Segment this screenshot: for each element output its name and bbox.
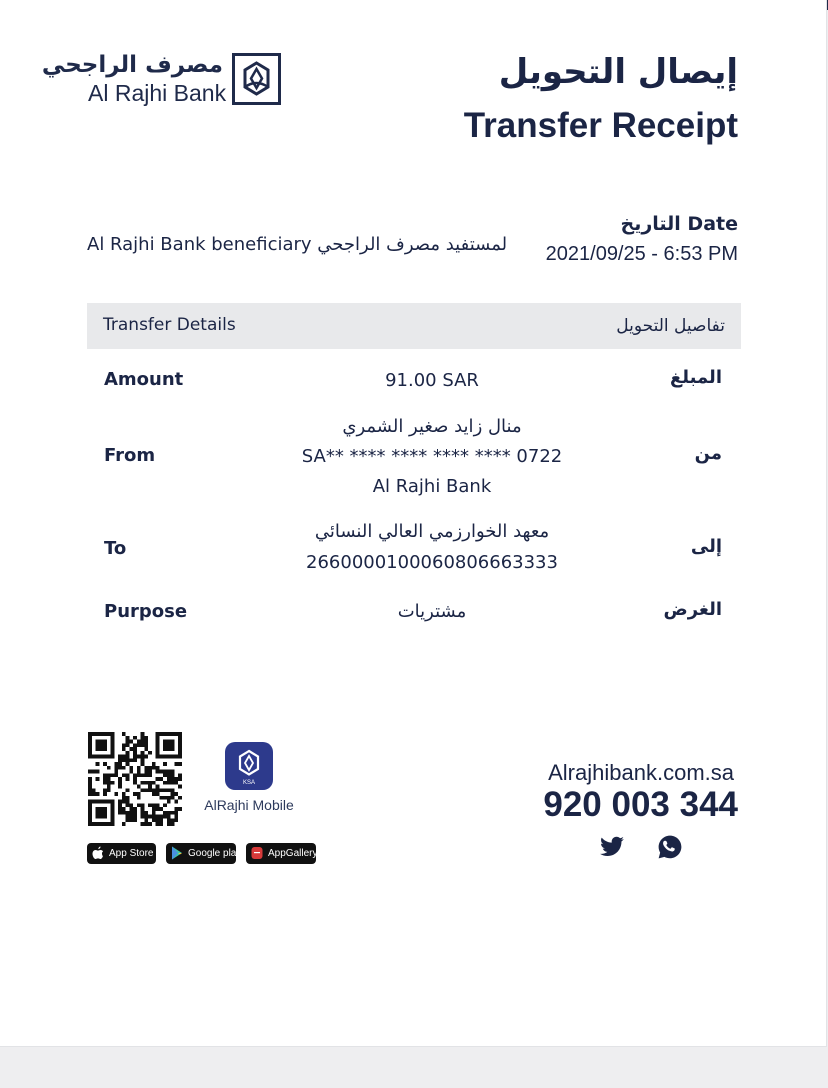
from-bank: Al Rajhi Bank — [372, 476, 492, 497]
beneficiary-type: Al Rajhi Bank beneficiary لمستفيد مصرف الراجحي — [87, 234, 508, 255]
bank-name-ar: مصرف الراجحي — [41, 52, 223, 78]
app-store-badge[interactable] — [87, 843, 156, 864]
to-account: 2660000100060806663333 — [306, 552, 558, 573]
receipt-title-ar: إيصال التحويل — [498, 52, 738, 92]
app-name: AlRajhi Mobile — [204, 797, 294, 813]
date-value: 2021/09/25 - 6:53 PM — [545, 243, 738, 265]
google-play-label: Google play — [188, 848, 242, 859]
bank-logo-icon — [232, 53, 281, 105]
transfer-details-header — [87, 303, 741, 349]
appgallery-badge[interactable] — [246, 843, 316, 864]
from-name: منال زايد صغير الشمري — [342, 416, 522, 437]
amount-label-en: Amount — [104, 369, 184, 390]
google-play-icon — [171, 846, 183, 860]
purpose-label-ar: الغرض — [663, 599, 722, 620]
bank-name-en: Al Rajhi Bank — [88, 80, 227, 106]
from-label-en: From — [104, 445, 156, 466]
from-account: SA** **** **** **** **** 0722 — [301, 446, 563, 467]
to-name: معهد الخوارزمي العالي النسائي — [314, 521, 550, 542]
apple-icon — [92, 846, 104, 860]
details-header-ar: تفاصيل التحويل — [616, 316, 725, 336]
to-label-en: To — [104, 538, 127, 559]
phone-number[interactable]: 920 003 344 — [543, 785, 738, 824]
qr-code — [88, 732, 182, 826]
purpose-value: مشتريات — [397, 601, 467, 622]
twitter-icon[interactable] — [599, 834, 625, 860]
appgallery-label: AppGallery — [268, 848, 318, 859]
amount-label-ar: المبلغ — [670, 367, 722, 388]
appgallery-icon — [251, 846, 263, 860]
bank-logo — [41, 52, 283, 108]
receipt-title-en: Transfer Receipt — [463, 106, 738, 145]
google-play-badge[interactable] — [166, 843, 242, 864]
from-label-ar: من — [694, 443, 722, 464]
details-header-en: Transfer Details — [103, 315, 236, 335]
amount-value: 91.00 SAR — [385, 370, 479, 391]
app-icon-label: KSA — [242, 780, 256, 786]
alrajhi-mobile-app-icon[interactable] — [225, 742, 273, 790]
website-link[interactable]: Alrajhibank.com.sa — [548, 760, 734, 785]
whatsapp-icon[interactable] — [657, 834, 683, 860]
purpose-label-en: Purpose — [104, 601, 188, 622]
app-logo-icon — [225, 742, 273, 790]
date-label: التاريخ Date — [620, 213, 738, 235]
app-store-label: App Store — [109, 848, 154, 859]
to-label-ar: إلى — [690, 536, 722, 557]
